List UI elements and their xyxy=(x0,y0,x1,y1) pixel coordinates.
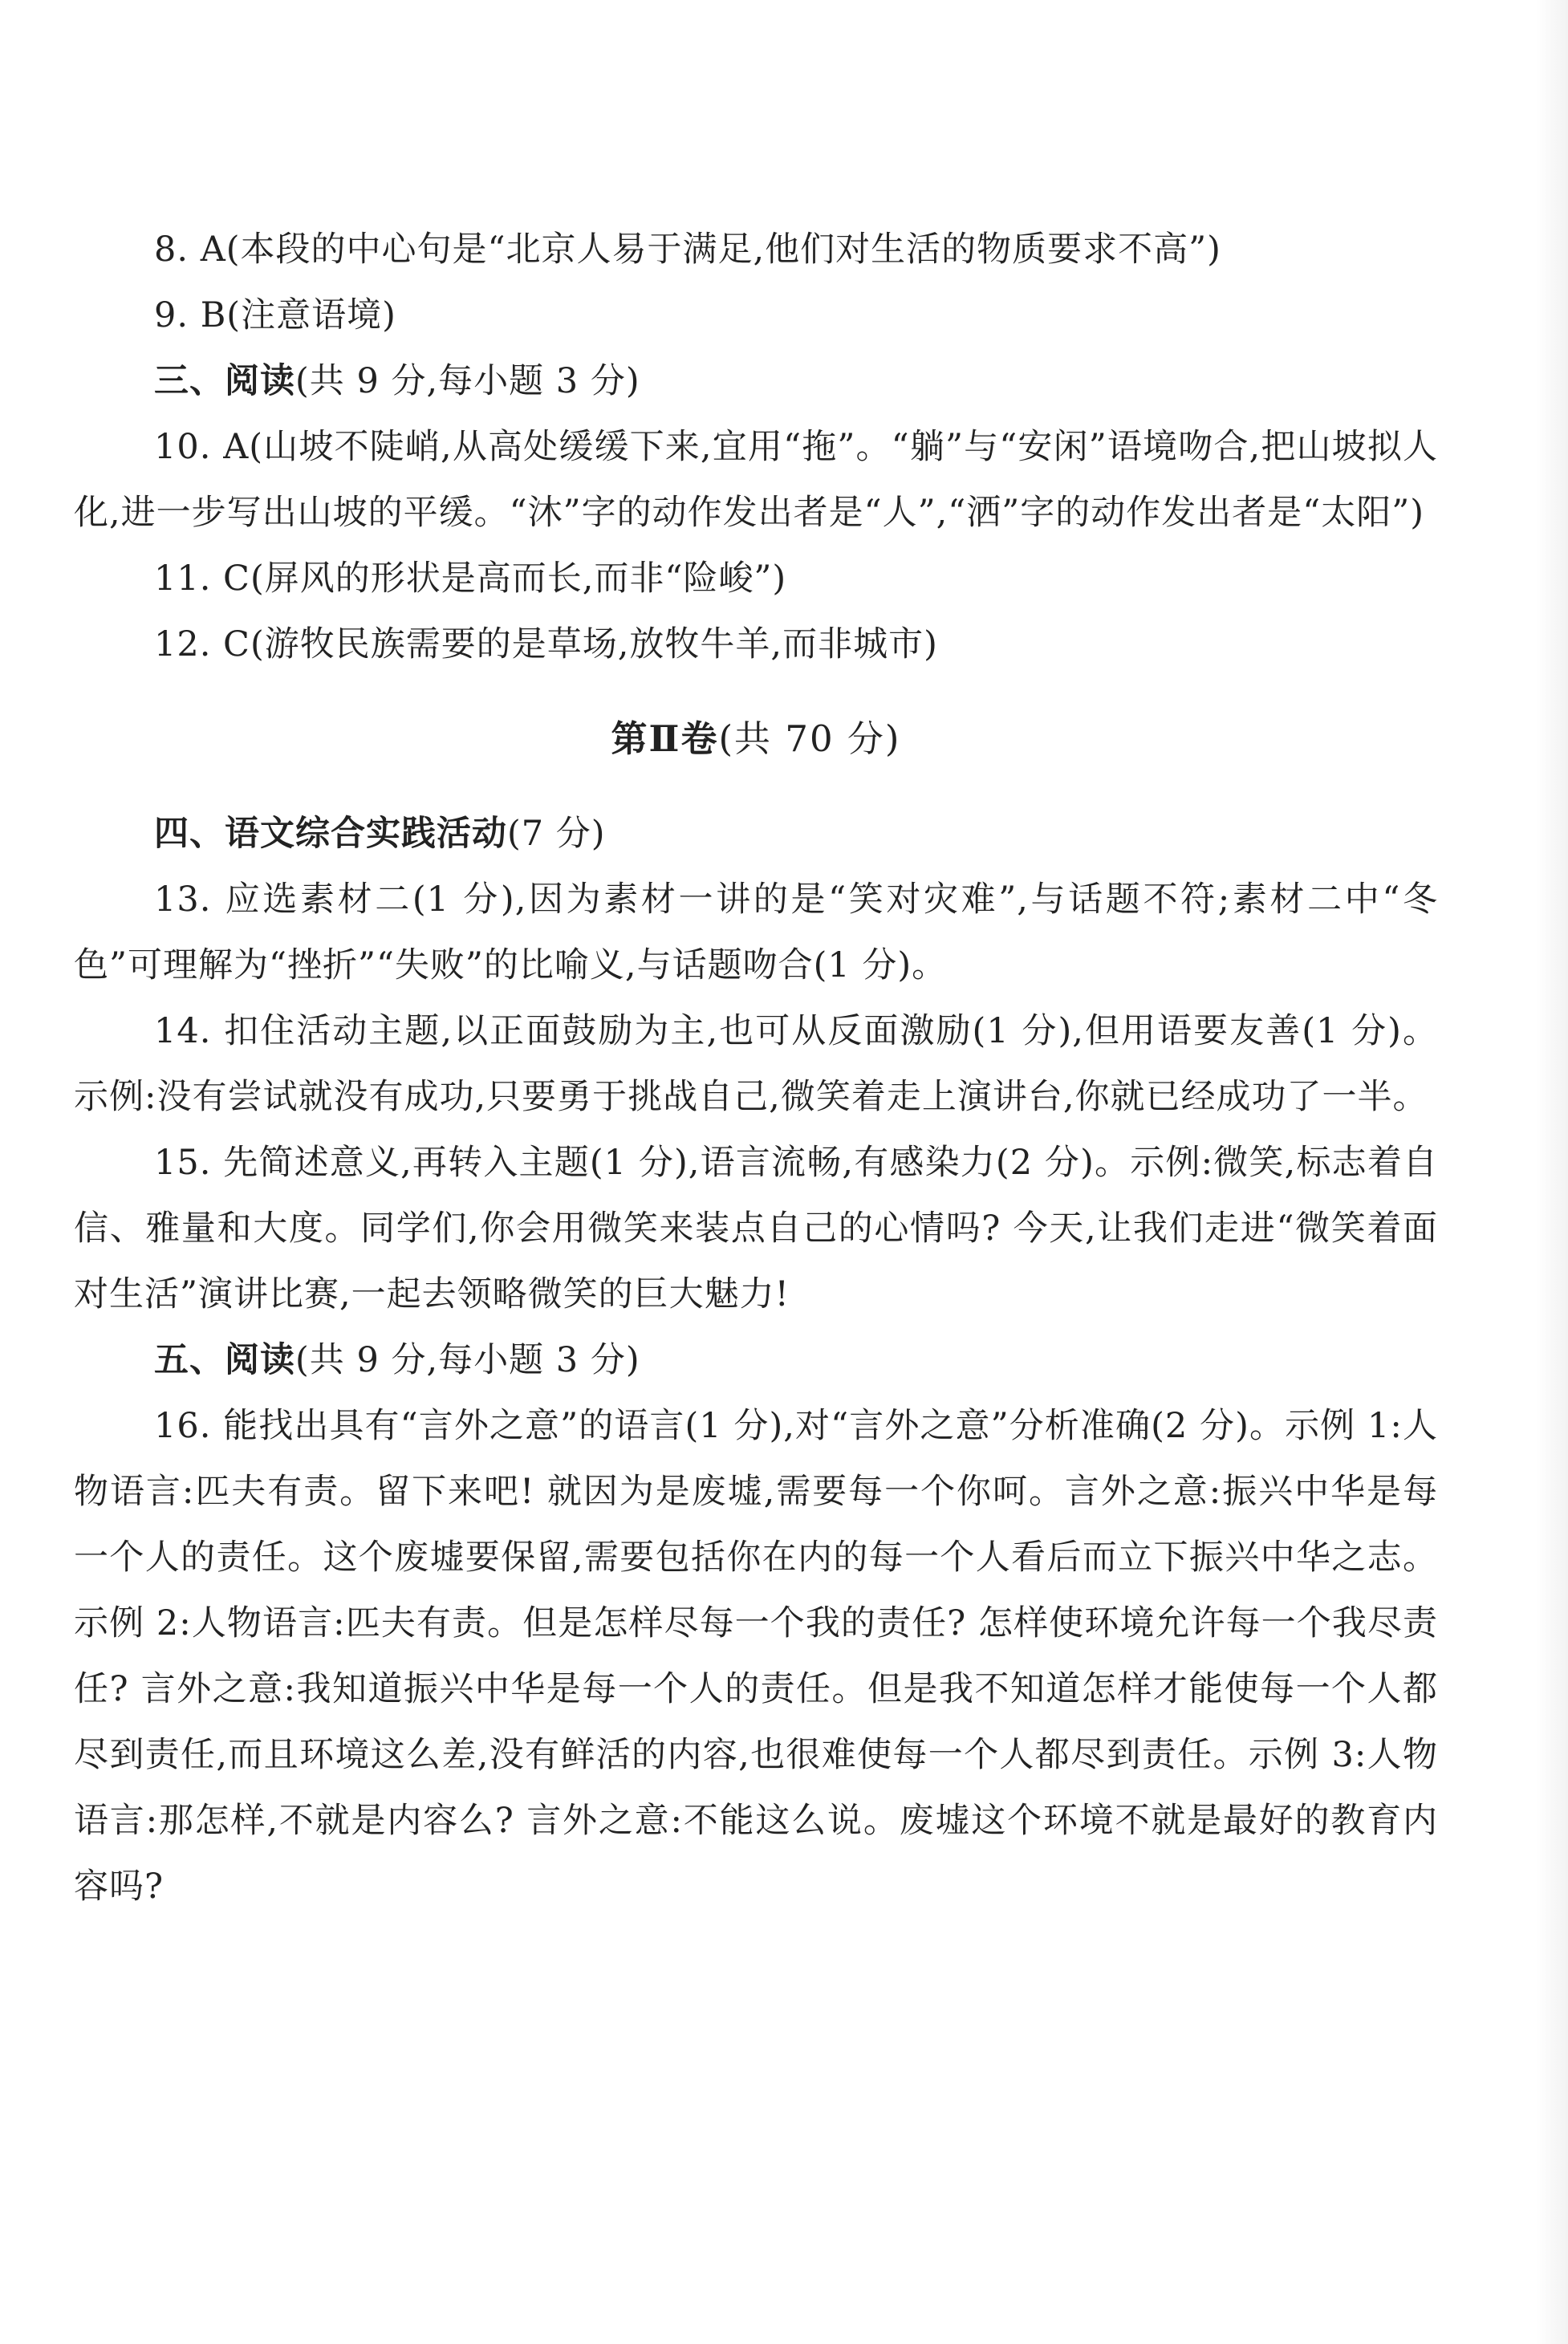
section-4-title: 四、语文综合实践活动 xyxy=(154,814,507,854)
volume-2-note: (共 70 分) xyxy=(718,717,901,760)
answer-q13: 13. 应选素材二(1 分),因为素材一讲的是“笑对灾难”,与话题不符;素材二中“冬色”可理解为“挫折”“失败”的比喻义,与话题吻合(1 分)。 xyxy=(74,880,1438,985)
page-edge-shadow xyxy=(1536,0,1568,2344)
answer-q8: 8. A(本段的中心句是“北京人易于满足,他们对生活的物质要求不高”) xyxy=(154,230,1221,270)
section-5-title: 五、阅读 xyxy=(154,1340,295,1380)
answer-q10: 10. A(山坡不陡峭,从高处缓缓下来,宜用“拖”。“躺”与“安闲”语境吻合,把山坡拟人化,进一步写出山坡的平缓。“沐”字的动作发出者是“人”,“洒”字的动作发出者是“太阳”) xyxy=(74,427,1438,533)
answer-q16: 16. 能找出具有“言外之意”的语言(1 分),对“言外之意”分析准确(2 分)。示例 1:人物语言:匹夫有责。留下来吧! 就因为是废墟,需要每一个你呵。言外之意:振兴中华是每一个人的责任。这个废墟要保留,需要包括你在内的每一个人看后而立下振兴中华之志。示例 2:人物语言:匹夫有责。但是怎样尽每一个我的责任? 怎样使环境允许每一个我尽责任? 言外之意:我知道振兴中华是每一个人的责任。但是我不知道怎样才能使每一个人都尽到责任,而且环境这么差,没有鲜活的内容,也很难使每一个人都尽到责任。示例 3:人物语言:那怎样,不就是内容么? 言外之意:不能这么说。废墟这个环境不就是最好的教育内容吗? xyxy=(74,1406,1438,1907)
answer-q12: 12. C(游牧民族需要的是草场,放牧牛羊,而非城市) xyxy=(154,624,938,664)
section-5-heading xyxy=(74,1327,1438,1393)
section-3-note: (共 9 分,每小题 3 分) xyxy=(295,361,640,401)
answer-q15: 15. 先简述意义,再转入主题(1 分),语言流畅,有感染力(2 分)。示例:微笑,标志着自信、雅量和大度。同学们,你会用微笑来装点自己的心情吗? 今天,让我们走进“微笑着面对生活”演讲比赛,一起去领略微笑的巨大魅力! xyxy=(74,1143,1438,1314)
section-4-note: (7 分) xyxy=(507,814,606,854)
answer-q14: 14. 扣住活动主题,以正面鼓励为主,也可从反面激励(1 分),但用语要友善(1 分)。示例:没有尝试就没有成功,只要勇于挑战自己,微笑着走上演讲台,你就已经成功了一半。 xyxy=(74,1011,1438,1117)
section-4-heading xyxy=(74,801,1438,867)
answer-q9: 9. B(注意语境) xyxy=(154,295,396,335)
section-5-note: (共 9 分,每小题 3 分) xyxy=(295,1340,640,1380)
volume-2-title: 第Ⅱ卷 xyxy=(611,717,719,760)
answer-q11: 11. C(屏风的形状是高而长,而非“险峻”) xyxy=(154,559,787,599)
section-3-title: 三、阅读 xyxy=(154,361,295,401)
answer-content xyxy=(74,217,1438,1919)
volume-2-heading xyxy=(74,706,1438,772)
section-3-heading xyxy=(74,348,1438,414)
